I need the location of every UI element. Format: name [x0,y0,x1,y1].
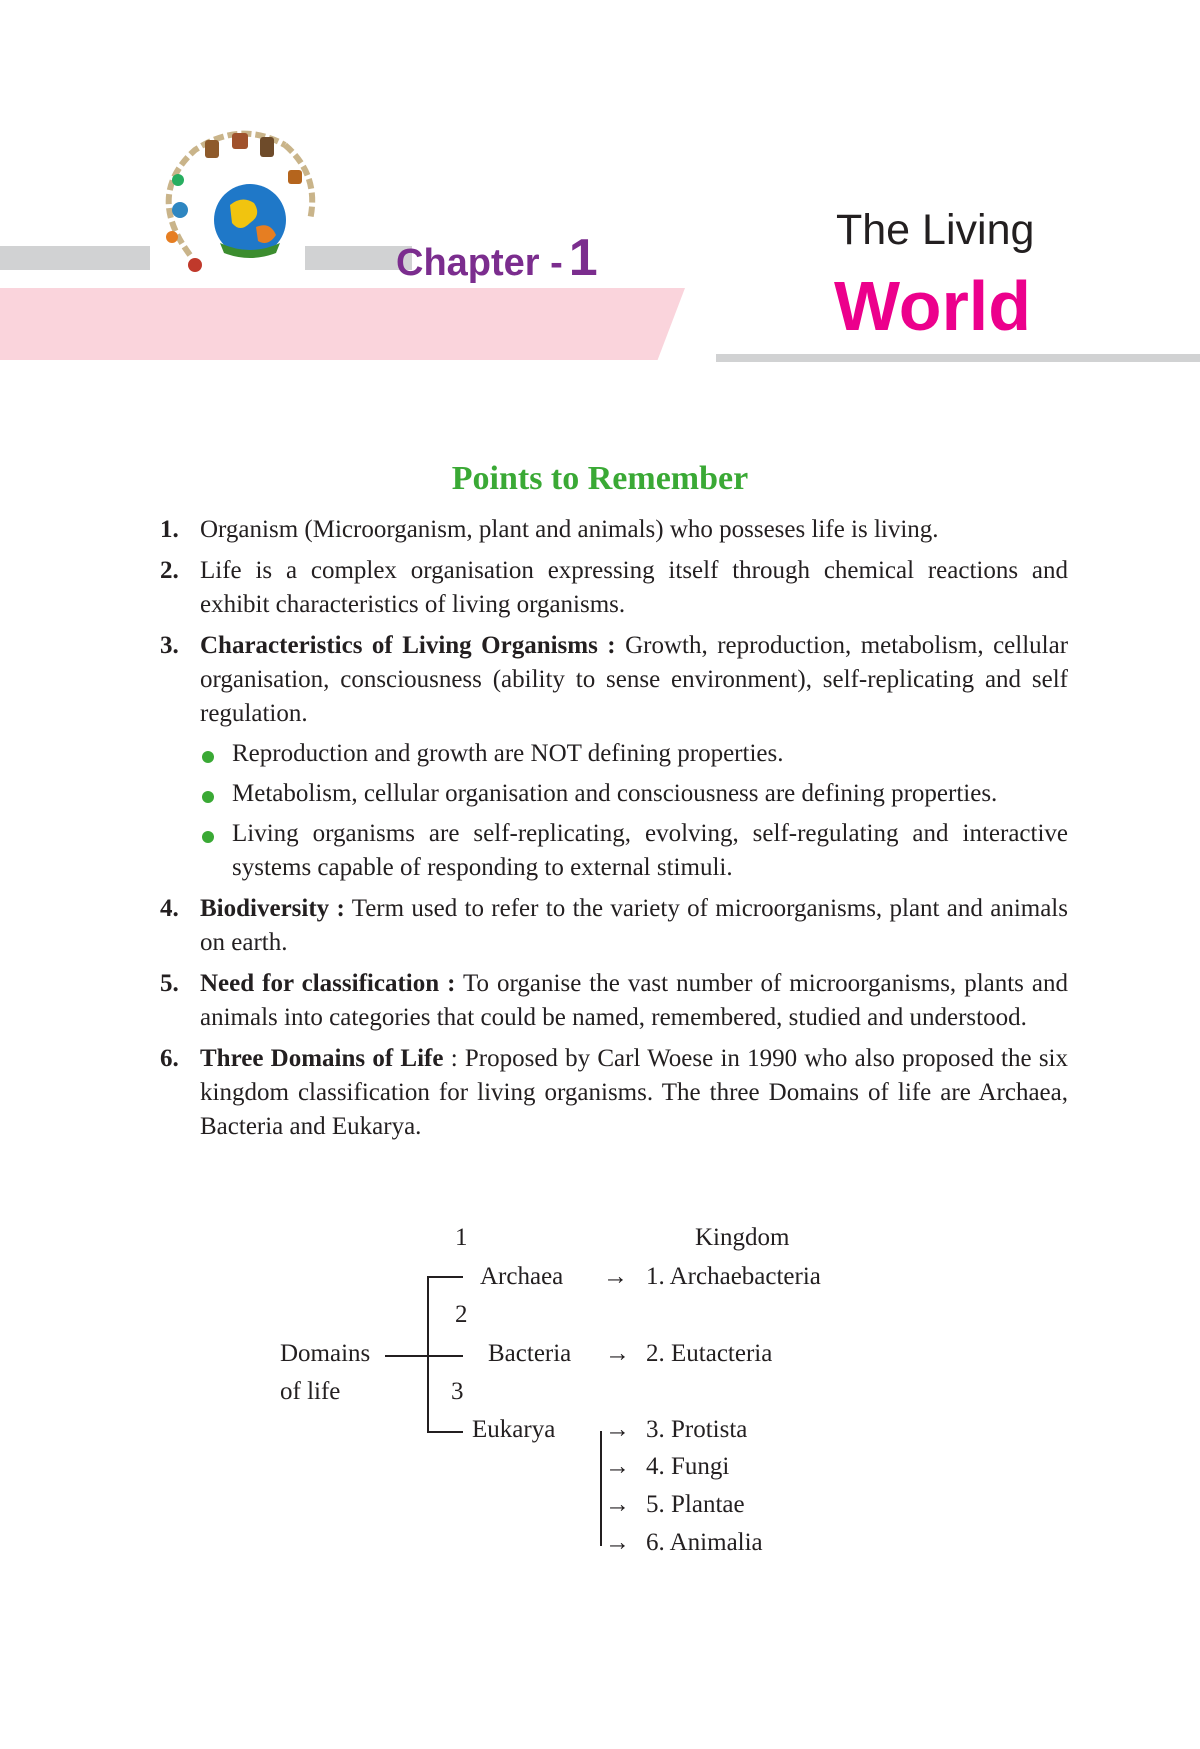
point-term: Need for classification : [200,970,456,997]
branch-number: 1 [455,1224,468,1251]
arrow-icon: → [603,1263,628,1290]
bullet-dot-icon [202,831,214,843]
point-number: 1. [160,516,179,543]
point-number: 4. [160,895,179,922]
point-text: Term used to refer to the variety of microorganisms, plant and animals on earth. [200,895,1068,956]
point-item [160,967,1068,1035]
bullet-item [200,817,1068,885]
point-item [160,1042,1068,1144]
chapter-title-line1: The Living [836,206,1035,254]
chapter-heading [396,228,598,288]
header-gray-bar-left [0,246,150,270]
point-text: Organism (Microorganism, plant and animals) who posseses life is living. [200,516,939,543]
point-item [160,513,1068,547]
bullet-text: Reproduction and growth are NOT defining properties. [232,740,784,767]
section-title: Points to Remember [451,460,749,497]
bullet-dot-icon [202,751,214,763]
diagram-root-line1: Domains [280,1340,371,1367]
bullet-list [200,737,1068,885]
bracket-arm-archaea [427,1276,463,1278]
bullet-text: Living organisms are self-replicating, evolving, self-regulating and interactive systems capable of responding to external stimuli. [232,820,1068,881]
eukarya-kingdom-connector [600,1431,602,1546]
bullet-item [200,777,1068,811]
kingdom-item: 4. Fungi [646,1453,730,1480]
domain-eukarya: Eukarya [472,1416,556,1443]
arrow-icon: → [605,1416,630,1443]
point-term: Characteristics of Living Organisms : [200,632,616,659]
arrow-icon: → [605,1529,630,1556]
diagram-root-line2: of life [280,1378,341,1405]
kingdom-item: 3. Protista [646,1416,748,1443]
point-text: Growth, reproduction, metabolism, cellular organisation, consciousness (ability to sense environment), self-replicating and self regulation. [200,632,1069,727]
point-text: : Proposed by Carl Woese in 1990 who also proposed the six kingdom classification for living organisms. The three Domains of life are Archaea, Bacteria and Eukarya. [200,1045,1068,1140]
arrow-icon: → [605,1453,630,1480]
chapter-label: Chapter - [396,242,563,284]
header-pink-band [0,288,685,360]
arrow-icon: → [605,1491,630,1518]
living-world-globe-icon [150,125,330,285]
point-number: 3. [160,632,179,659]
branch-number: 2 [455,1301,468,1328]
arrow-icon: → [605,1340,630,1367]
point-text: Life is a complex organisation expressing itself through chemical reactions and exhibit characteristics of living organisms. [200,557,1068,618]
bracket-root-connector [385,1355,427,1357]
points-list [160,513,1068,1151]
point-number: 6. [160,1045,179,1072]
kingdom-item: 6. Animalia [646,1529,763,1556]
bullet-text: Metabolism, cellular organisation and consciousness are defining properties. [232,780,998,807]
point-number: 5. [160,970,179,997]
bullet-dot-icon [202,791,214,803]
point-item [160,629,1068,885]
point-term: Biodiversity : [200,895,345,922]
domain-archaea: Archaea [480,1263,564,1290]
kingdom-item: 1. Archaebacteria [646,1263,821,1290]
header-gray-rule [716,354,1200,362]
point-text: To organise the vast number of microorganisms, plants and animals into categories that could be named, remembered, studied and understood. [200,970,1069,1031]
point-term: Three Domains of Life [200,1045,444,1072]
kingdom-item: 5. Plantae [646,1491,745,1518]
kingdom-header: Kingdom [695,1224,790,1251]
bracket-arm-eukarya [427,1431,463,1433]
chapter-number: 1 [568,229,598,287]
point-number: 2. [160,557,179,584]
chapter-title-line2: World [834,267,1032,345]
domain-bacteria: Bacteria [488,1340,572,1367]
point-item [160,554,1068,622]
bracket-arm-bacteria [427,1355,463,1357]
point-item [160,892,1068,960]
kingdom-item: 2. Eutacteria [646,1340,773,1367]
bullet-item [200,737,1068,771]
branch-number: 3 [451,1378,464,1405]
